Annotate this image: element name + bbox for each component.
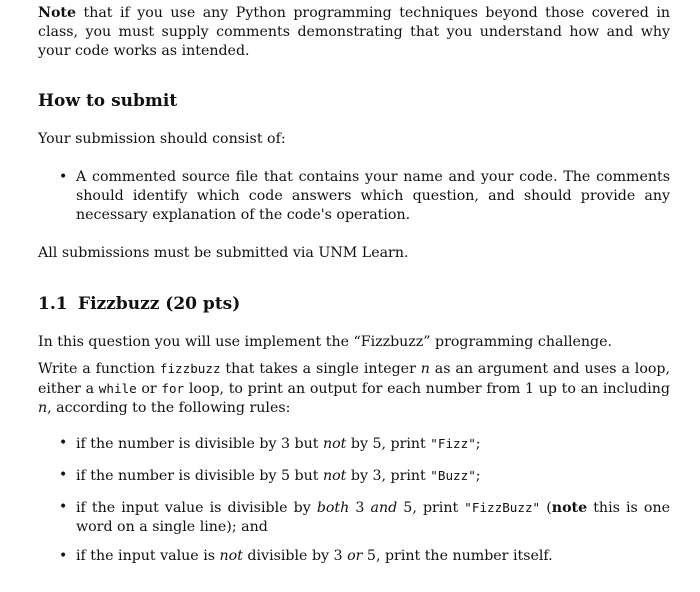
- submission-list: [38, 168, 670, 225]
- bullet-glyph: •: [59, 548, 68, 564]
- rule-text: by 3, print: [346, 468, 431, 484]
- code-for: for: [161, 381, 185, 396]
- note-paragraph: [38, 4, 670, 61]
- rule-text: if the input value is: [76, 548, 220, 564]
- bullet-glyph: •: [59, 499, 68, 515]
- submission-footer: All submissions must be submitted via UNM Learn.: [38, 245, 409, 261]
- list-item: [38, 466, 670, 486]
- section-intro: In this question you will use implement the “Fizzbuzz” programming challenge.: [38, 334, 613, 350]
- code-fizz: "Fizz": [430, 436, 476, 451]
- list-item: [38, 547, 670, 566]
- var-n: n: [38, 400, 48, 416]
- rule-text: divisible by 3: [242, 548, 348, 564]
- section-title: Fizzbuzz (20 pts): [78, 294, 241, 314]
- bullet-glyph: •: [59, 467, 68, 483]
- desc-text: that takes a single integer: [220, 361, 421, 377]
- rule-emphasis: and: [370, 500, 398, 516]
- list-item: [38, 434, 670, 454]
- bullet-glyph: •: [59, 169, 68, 185]
- rule-emphasis: or: [347, 548, 363, 564]
- bullet-glyph: •: [59, 435, 68, 451]
- submission-intro: Your submission should consist of:: [38, 131, 286, 147]
- var-n: n: [420, 361, 430, 377]
- code-fizzbuzz: fizzbuzz: [159, 361, 221, 376]
- rule-emphasis: not: [219, 548, 243, 564]
- rule-text: 5, print the number itself.: [362, 548, 553, 564]
- rule-text: if the number is divisible by 3 but: [76, 436, 323, 452]
- rule-emphasis: both: [316, 500, 350, 516]
- list-item: [38, 498, 670, 537]
- rule-text: 5, print: [397, 500, 465, 516]
- rule-note-label: note: [551, 500, 588, 516]
- how-to-submit-heading: How to submit: [38, 91, 178, 111]
- rule-emphasis: not: [322, 468, 347, 484]
- desc-text: as an argument and uses a loop, either a: [38, 361, 671, 397]
- note-text: that if you use any Python programming techniques beyond those covered in class, you must supply comments demonstrating that you understand how and why your code works as intended.: [38, 5, 670, 59]
- rule-text: this is one word on a single line); and: [76, 500, 670, 535]
- desc-text: , according to the following rules:: [47, 400, 291, 416]
- section-heading: [38, 293, 670, 315]
- note-label: Note: [38, 5, 77, 21]
- rule-emphasis: not: [322, 436, 347, 452]
- rule-text: ;: [475, 468, 481, 484]
- rule-text: if the number is divisible by 5 but: [76, 468, 323, 484]
- code-fizzbuzz-output: "FizzBuzz": [464, 500, 541, 515]
- desc-text: or: [136, 381, 162, 397]
- rule-text: 3: [349, 500, 371, 516]
- rule-text: if the input value is divisible by: [76, 500, 317, 516]
- section-description: [38, 359, 670, 418]
- rule-text: (: [540, 500, 552, 516]
- code-while: while: [98, 381, 137, 396]
- submission-item-text: A commented source file that contains your name and your code. The comments should identify which code answers which question, and should provide any necessary explanation of the code's operation.: [76, 169, 670, 223]
- desc-text: Write a function: [38, 361, 160, 377]
- code-buzz: "Buzz": [430, 468, 476, 483]
- rule-text: ;: [475, 436, 481, 452]
- section-number: 1.1: [38, 294, 68, 314]
- rule-text: by 5, print: [346, 436, 431, 452]
- list-item: [38, 168, 670, 225]
- desc-text: loop, to print an output for each number from 1 up to an including: [184, 381, 670, 397]
